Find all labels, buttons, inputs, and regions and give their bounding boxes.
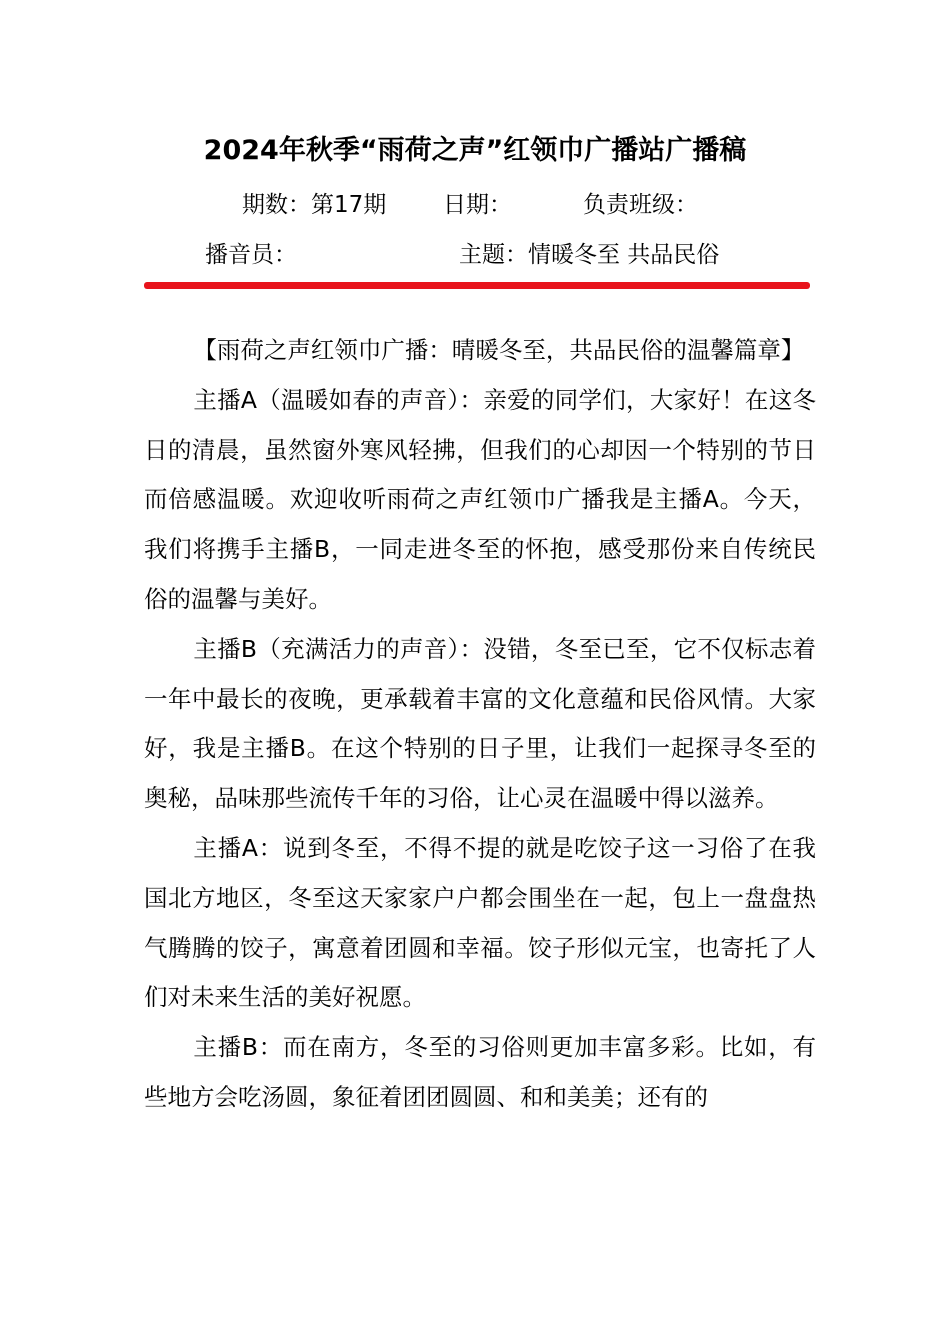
theme-label: 主题： [459, 242, 528, 268]
script-heading: 【雨荷之声红领巾广播：晴暖冬至，共品民俗的温馨篇章】 [193, 336, 805, 364]
issue-field [242, 186, 386, 219]
red-divider [144, 282, 810, 289]
announcer-label: 播音员： [205, 242, 297, 268]
broadcast-script [144, 326, 816, 1123]
issue-label: 期数： [242, 192, 311, 218]
script-paragraph: 主播B（充满活力的声音）：没错，冬至已至，它不仅标志着一年中最长的夜晚，更承载着丰富的文化意蕴和民俗风情。大家好，我是主播B。在这个特别的日子里，让我们一起探寻冬至的奥秘，品味那些流传千年的习俗，让心灵在温暖中得以滋养。 [144, 634, 816, 813]
document-title: 2024年秋季“雨荷之声”红领巾广播站广播稿 [203, 135, 747, 166]
script-paragraph: 主播A：说到冬至，不得不提的就是吃饺子这一习俗了在我国北方地区，冬至这天家家户户都会围坐在一起，包上一盘盘热气腾腾的饺子，寓意着团圆和幸福。饺子形似元宝，也寄托了人们对未来生活的美好祝愿。 [144, 833, 816, 1012]
class-label: 负责班级： [583, 192, 698, 218]
script-paragraph: 主播A（温暖如春的声音）：亲爱的同学们，大家好！在这冬日的清晨，虽然窗外寒风轻拂，但我们的心却因一个特别的节日而倍感温暖。欢迎收听雨荷之声红领巾广播我是主播A。今天，我们将携手主播B，一同走进冬至的怀抱，感受那份来自传统民俗的温馨与美好。 [144, 385, 816, 613]
script-paragraph: 主播B：而在南方，冬至的习俗则更加丰富多彩。比如，有些地方会吃汤圆，象征着团团圆圆、和和美美；还有的 [144, 1033, 816, 1111]
issue-value: 第17期 [311, 192, 387, 218]
theme-value: 情暖冬至 共品民俗 [528, 242, 720, 268]
date-label: 日期： [443, 192, 512, 218]
theme-field [459, 236, 719, 269]
